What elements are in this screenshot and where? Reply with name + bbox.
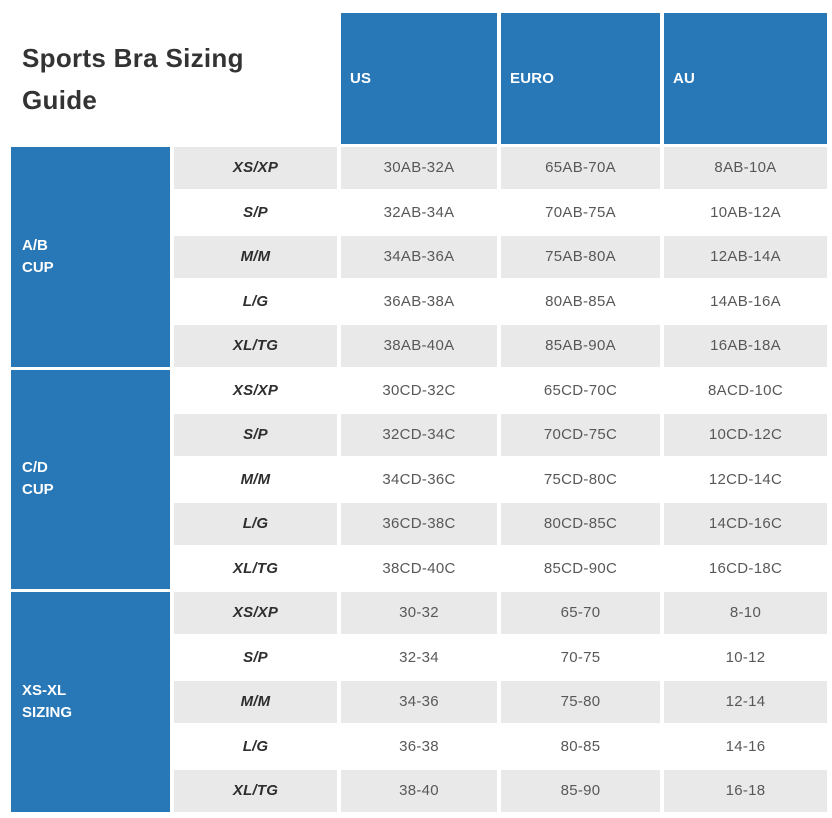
euro-cell: 85-90 — [501, 770, 660, 812]
page-title: Sports Bra Sizing Guide — [22, 42, 244, 115]
euro-cell: 70CD-75C — [501, 414, 660, 456]
au-cell: 16-18 — [664, 770, 827, 812]
au-cell: 8AB-10A — [664, 147, 827, 189]
us-cell: 30AB-32A — [341, 147, 497, 189]
size-cell: L/G — [174, 503, 337, 545]
size-cell: M/M — [174, 236, 337, 278]
size-cell: S/P — [174, 637, 337, 679]
au-cell: 14-16 — [664, 726, 827, 768]
euro-cell: 75CD-80C — [501, 459, 660, 501]
euro-cell: 80AB-85A — [501, 281, 660, 323]
us-cell: 34CD-36C — [341, 459, 497, 501]
au-cell: 12AB-14A — [664, 236, 827, 278]
au-cell: 10AB-12A — [664, 192, 827, 234]
size-cell: XL/TG — [174, 770, 337, 812]
size-cell: L/G — [174, 281, 337, 323]
au-cell: 8ACD-10C — [664, 370, 827, 412]
size-cell: M/M — [174, 459, 337, 501]
euro-cell: 75-80 — [501, 681, 660, 723]
size-cell: XS/XP — [174, 370, 337, 412]
euro-cell: 70AB-75A — [501, 192, 660, 234]
au-cell: 14AB-16A — [664, 281, 827, 323]
table-row — [11, 147, 827, 189]
size-cell: XL/TG — [174, 548, 337, 590]
size-cell: S/P — [174, 414, 337, 456]
size-cell: M/M — [174, 681, 337, 723]
euro-cell: 65-70 — [501, 592, 660, 634]
row-group-xs-xl-sizing: XS-XL SIZING — [11, 592, 170, 812]
us-cell: 36AB-38A — [341, 281, 497, 323]
us-cell: 38-40 — [341, 770, 497, 812]
us-cell: 32-34 — [341, 637, 497, 679]
euro-cell: 85AB-90A — [501, 325, 660, 367]
us-cell: 34-36 — [341, 681, 497, 723]
row-group-ab-cup: A/B CUP — [11, 147, 170, 367]
size-cell: XS/XP — [174, 592, 337, 634]
col-header-au: AU — [664, 13, 827, 144]
euro-cell: 65AB-70A — [501, 147, 660, 189]
us-cell: 34AB-36A — [341, 236, 497, 278]
au-cell: 14CD-16C — [664, 503, 827, 545]
table-row — [11, 370, 827, 412]
us-cell: 32CD-34C — [341, 414, 497, 456]
au-cell: 16CD-18C — [664, 548, 827, 590]
au-cell: 16AB-18A — [664, 325, 827, 367]
size-cell: XL/TG — [174, 325, 337, 367]
euro-cell: 85CD-90C — [501, 548, 660, 590]
au-cell: 10-12 — [664, 637, 827, 679]
us-cell: 32AB-34A — [341, 192, 497, 234]
euro-cell: 75AB-80A — [501, 236, 660, 278]
au-cell: 12CD-14C — [664, 459, 827, 501]
us-cell: 38AB-40A — [341, 325, 497, 367]
table-row — [11, 592, 827, 634]
us-cell: 36CD-38C — [341, 503, 497, 545]
title-cell — [11, 13, 337, 144]
row-group-cd-cup: C/D CUP — [11, 370, 170, 590]
au-cell: 12-14 — [664, 681, 827, 723]
size-cell: L/G — [174, 726, 337, 768]
col-header-us: US — [341, 13, 497, 144]
au-cell: 8-10 — [664, 592, 827, 634]
col-header-euro: EURO — [501, 13, 660, 144]
euro-cell: 65CD-70C — [501, 370, 660, 412]
euro-cell: 70-75 — [501, 637, 660, 679]
us-cell: 38CD-40C — [341, 548, 497, 590]
us-cell: 30CD-32C — [341, 370, 497, 412]
euro-cell: 80CD-85C — [501, 503, 660, 545]
size-cell: XS/XP — [174, 147, 337, 189]
size-cell: S/P — [174, 192, 337, 234]
us-cell: 36-38 — [341, 726, 497, 768]
sizing-table — [7, 10, 831, 815]
us-cell: 30-32 — [341, 592, 497, 634]
au-cell: 10CD-12C — [664, 414, 827, 456]
header-row — [11, 13, 827, 144]
euro-cell: 80-85 — [501, 726, 660, 768]
